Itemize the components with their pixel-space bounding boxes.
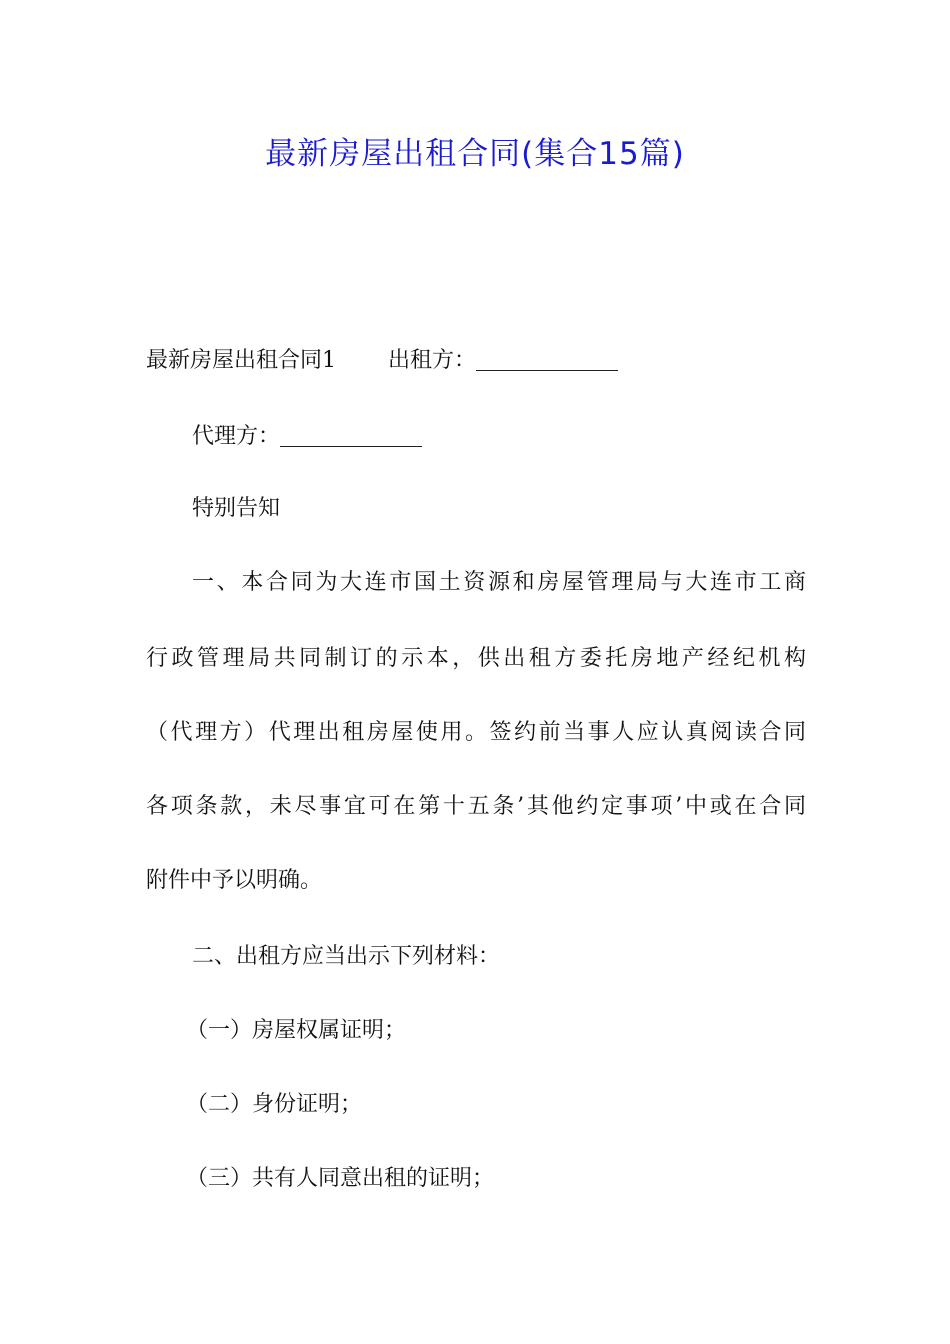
material-item: （一）房屋权属证明； [186,1018,407,1043]
agent-blank [280,424,422,447]
document-title: 最新房屋出租合同(集合15篇) [265,136,685,172]
agent-line [192,422,422,452]
para1-line-3: （代理方）代理出租房屋使用。签约前当事人应认真阅读合同 [146,720,806,745]
contract-header-line [146,346,618,376]
para2-heading: 二、出租方应当出示下列材料： [192,944,501,969]
lessor-blank [476,348,618,371]
para1-line-4: 各项条款，未尽事宜可在第十五条’其他约定事项’中或在合同 [146,794,806,819]
material-item: （三）共有人同意出租的证明； [186,1166,495,1191]
material-item: （二）身份证明； [186,1092,363,1117]
section-heading: 最新房屋出租合同1 [146,348,336,373]
agent-label: 代理方： [192,424,281,449]
para1-line-5: 附件中予以明确。 [146,868,323,893]
para1-line-1: 一、本合同为大连市国土资源和房屋管理局与大连市工商 [192,570,806,595]
notice-heading: 特别告知 [192,496,281,521]
para1-line-2: 行政管理局共同制订的示本，供出租方委托房地产经纪机构 [146,646,806,671]
lessor-label: 出租方： [388,348,477,373]
